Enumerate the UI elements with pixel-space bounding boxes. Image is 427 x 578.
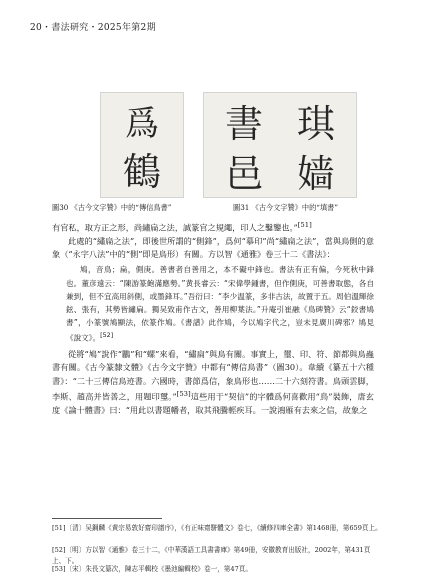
seal-glyph-5: 嫱 — [296, 152, 336, 196]
footnote-51: [51]〔清〕吴鋼麟《黄宗易敦好齋印譜序》，《有正味齋駢體文》卷七，《續修四庫全書》第1468冊，第659頁上。 — [52, 524, 382, 532]
seal-glyph-3: 琪 — [296, 102, 336, 146]
paragraph-3: 從將“鳩”說作“鸝”和“螺”來看，“繡扁”與鳥有關。事實上，璽、印、符、節都與鳥蟲書有關。《古今篆隸文體》《古今文字贊》中都有“傳信鳥書”（圖30）。韋續《纂五十六種書》：“二十三傳信鳥迹書。六國時，書節爲信，象鳥形也……二十六刻符書。鳥頭雲脚，李斯、趙高并皆善之，用題印璽。”[53]這些用于“契信”的字體爲何喜歡用“鳥”裝飾，唐玄度《論十體書》曰：“用此以書題幡者，取其飛騰輕疾耳。一說鴻雁有去來之信，故象之 — [52, 349, 374, 415]
footnote-53: [53]〔宋〕朱長文纂次，陳志平輯校《墨池編輯校》卷一，第47頁。 — [52, 565, 252, 573]
seal-glyph-6: 邑 — [224, 152, 264, 196]
running-header: 20・書法研究・2025年第2期 — [30, 23, 156, 33]
seal-glyph-1: 爲 — [125, 104, 159, 144]
footnote-ref-53[interactable]: [53] — [176, 389, 191, 398]
figure-30-image — [100, 92, 184, 198]
footnote-divider — [52, 518, 162, 519]
paragraph-1: 有官私，取方正之形，尚繡扁之法，誠篆官之規繩，印人之鑿鑒也。”[51] — [52, 221, 312, 233]
figure-31-caption: 圖31 《古今文字贊》中的“填書” — [233, 203, 339, 212]
footnote-ref-52[interactable]: [52] — [100, 332, 114, 340]
figure-31-image — [203, 92, 357, 198]
seal-glyph-4: 書 — [224, 102, 264, 146]
footnote-52: [52]〔明〕方以智《通雅》卷三十二，《中華漢語工具書書庫》第49冊，安徽教育出版社，2002年，第431頁上、下。 — [52, 546, 371, 565]
paragraph-2: 此處的“繡扁之法”，即後世所謂的“側鋒”，爲何“摹印”尚“繡扁之法”，當與鳥側的意象（“永字八法”中的“側”即是鳥形）有關。方以智《通雅》卷三十二《書法》： — [52, 235, 374, 260]
figure-30-caption: 圖30 《古今文字贊》中的“傳信鳥書” — [52, 203, 172, 212]
body-text — [52, 219, 374, 417]
seal-glyph-2: 鶴 — [122, 150, 162, 194]
footnote-ref-51[interactable]: [51] — [297, 221, 312, 229]
block-quote: 鳩，音鳥；扁，側庚。善書者自善用之，本不礙中鋒也。書法有正有偏，今死秋中鋒也。董彦遠云：“陳游篆飽滿應勢。”黄長睿云：“宋偉學鍾書，但作側庚，可善書取態，各自兼到，但不宜高用斜側，或墨鋒耳。”吾衍曰：“李少温篆，多非古法，故置于五。周伯溫輝徐鉉、張有，其勢皆繡扁。獨吴致甫作古文，善用柳葉法。”升庵引崔融《鳥碑贊》云“鉸書鳩書”，小篆號鳩顯法，依篆作鳩。《書譜》此作鳩，今以鳩字代之，豈未見廣川碑邪？鳩見《說文》。[52] — [66, 265, 374, 343]
